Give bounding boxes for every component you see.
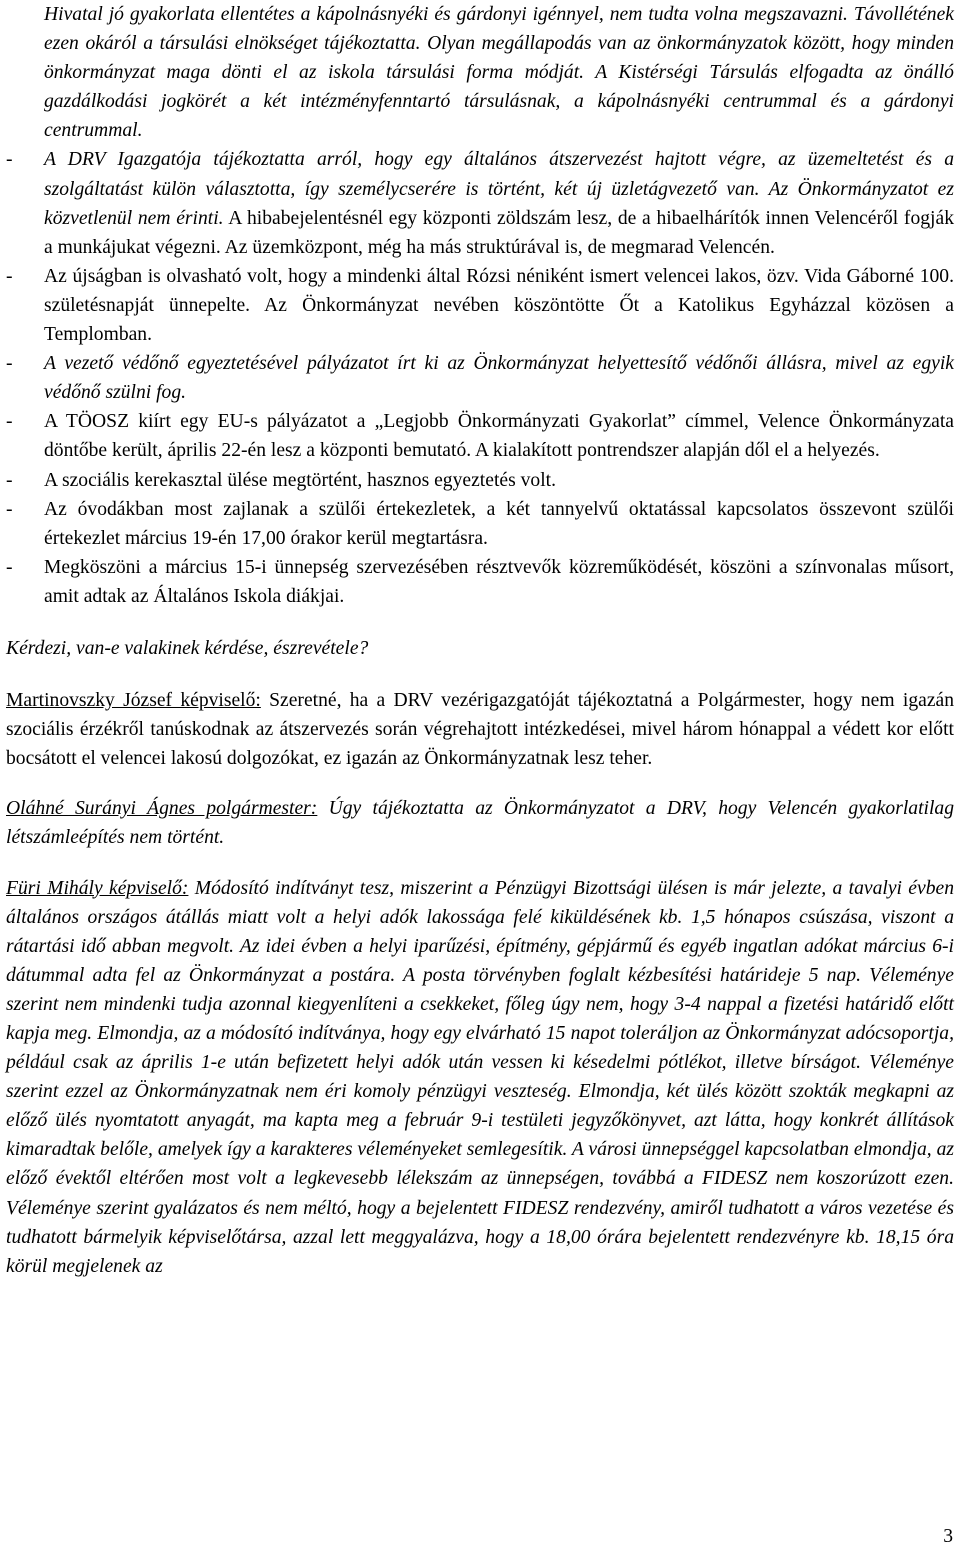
question-line: Kérdezi, van-e valakinek kérdése, észrevétele? bbox=[6, 637, 369, 659]
speech-text: Szeretné, ha a DRV vezérigazgatóját tájékoztatná a Polgármester, hogy nem igazán szociális érzékről tanúskodnak az átszervezés során végrehajtott intézkedései, mivel három hónappal a védett kor előtt bocsátott el velencei lakosú dolgozókat, ez igazán az Önkormányzatnak lesz teher. bbox=[6, 690, 955, 770]
list-item-text: A hibabejelentésnél egy központi zöldszám lesz, de a hibaelhárítók innen Velencéről fogják a munkájukat végezni. Az üzemközpont, még ha más struktúrával is, de megmarad Velencén. bbox=[44, 207, 954, 258]
list-item-text: A TÖOSZ kiírt egy EU-s pályázatot a „Legjobb Önkormányzati Gyakorlat” címmel, Velence Önkormányzata döntőbe került, április 22-én lesz a központi bemutató. bbox=[44, 411, 954, 462]
speech-text: Módosító indítványt tesz, miszerint a Pénzügyi Bizottsági ülésen is már jelezte, a tavalyi évben általános országos átállás miatt volt a helyi adók lakossága felé kiküldésének kb. 1,5 hónapos csúszása, viszont a rátartási idő abban megvolt. Az idei évben a helyi iparűzési, építmény, gépjármű és egyéb ingatlan adókat március 6-i dátummal adta fel az Önkormányzat a postára. A posta törvényben foglalt kézbesítési határideje 5 nap. Véleménye szerint nem mindenki tudja azonnal kiegyenlíteni a csekkeket, főleg úgy nem, hogy 3-4 nappal a fizetési határidő előtt kapja meg. Elmondja, az a módosító indítványa, hogy egy elvárható 15 napot toleráljon az Önkormányzat adócsoportja, például csak az április 1-e után befizetett helyi adók után vessen ki késedelmi pótlékot, illetve bírságot. Véleménye szerint ezzel az Önkormányzatnak nem éri komoly pénzügyi veszteség. Elmondja, két ülés között szokták megkapni az előző ülés nyomtatott anyagát, ma kapta meg a február 9-i testületi jegyzőkönyvet, azt látta, hogy konkrét állítások kimaradtak belőle, amelyek így a karakteres véleményeket semlegesítik. A városi ünnepséggel kapcsolatban elmondja, az előző évektől eltérően most volt a legkevesebb lélekszám az ünnepségen, továbbá a FIDESZ nem koszorúzott ezen. Véleménye szerint gyalázatos és nem méltó, hogy a bejelentett FIDESZ rendezvény, amiről tudhatott a város vezetése és tudhatott bármelyik képviselőtársa, azzal lett meggyalázva, hogy a 18,00 órára bejelentett rendezvényre kb. 18,15 óra körül megjelenek az bbox=[6, 877, 954, 1277]
list-dash: - bbox=[6, 265, 13, 287]
list-item bbox=[6, 349, 954, 407]
list-dash: - bbox=[6, 469, 13, 491]
list-item bbox=[6, 145, 954, 261]
speaker-name: Füri Mihály képviselő: bbox=[6, 877, 189, 899]
speech-furi bbox=[6, 874, 954, 1281]
announcement-list bbox=[6, 145, 954, 611]
list-dash: - bbox=[6, 149, 13, 171]
intro-sentence-2: A Kistérségi Társulás elfogadta az önálló gazdálkodási jogkörét a két intézményfenntartó társulásnak, a kápolnásnyéki centrummal és a gárdonyi centrummal. bbox=[44, 62, 954, 142]
list-item-text: A vezető védőnő egyeztetésével pályázatot írt ki az Önkormányzat helyettesítő védőnői állásra, mivel az egyik védőnő szülni fog. bbox=[44, 353, 954, 404]
speech-text: Úgy tájékoztatta az Önkormányzatot a DRV, hogy Velencén gyakorlatilag létszámleépítés nem történt. bbox=[6, 798, 955, 849]
speaker-name: Martinovszky József képviselő: bbox=[6, 690, 261, 712]
list-item-text: Megköszöni a március 15-i ünnepség szervezésében résztvevők közreműködését, köszöni a színvonalas műsort, amit adtak az Általános Iskola diákjai. bbox=[44, 556, 954, 607]
list-item bbox=[6, 466, 954, 495]
page-number: 3 bbox=[943, 1526, 953, 1547]
list-item bbox=[6, 407, 954, 465]
list-item bbox=[6, 495, 954, 553]
list-item-text: A DRV Igazgatója tájékoztatta arról, hogy egy általános átszervezést hajtott végre, az üzemeltetést és a szolgáltatást külön választotta, így személycserére is történt, két új üzletágvezető van. bbox=[44, 149, 954, 200]
list-item-text: A szociális kerekasztal ülése megtörtént, hasznos egyeztetés volt. bbox=[44, 469, 556, 491]
list-item bbox=[6, 553, 954, 611]
list-item-text: Az Önkormányzatot ez közvetlenül nem érinti. bbox=[44, 178, 955, 229]
list-item bbox=[6, 262, 954, 349]
intro-sentence-1: Hivatal jó gyakorlata ellentétes a kápolnásnyéki és gárdonyi igénnyel, nem tudta volna megszavazni. Távollétének ezen okáról a társulási elnökséget tájékoztatta. Olyan megállapodás van az önkormányzatok között, hogy minden önkormányzat maga dönti el az iskola társulási forma módját. bbox=[44, 4, 954, 84]
speaker-name: Oláhné Surányi Ágnes polgármester: bbox=[6, 798, 318, 820]
list-dash: - bbox=[6, 556, 13, 578]
speech-olahne bbox=[6, 794, 954, 852]
list-dash: - bbox=[6, 411, 13, 433]
list-dash: - bbox=[6, 353, 13, 375]
speech-martinovszky bbox=[6, 686, 954, 773]
list-item-text: Az óvodákban most zajlanak a szülői értekezletek, a két tannyelvű oktatással kapcsolatos összevont szülői értekezlet március 19-én 17,00 órakor kerül megtartásra. bbox=[44, 498, 954, 549]
list-dash: - bbox=[6, 498, 13, 520]
intro-paragraph bbox=[44, 0, 954, 145]
list-item-text: A kialakított pontrendszer alapján dől el a helyezés. bbox=[471, 440, 880, 462]
list-item-text: Az Önkormányzat nevében köszöntötte Őt a Katolikus Egyházzal közösen a Templomban. bbox=[44, 294, 954, 346]
list-item-text: Az újságban is olvasható volt, hogy a mindenki által Rózsi néniként ismert velencei lakos, özv. Vida Gáborné 100. születésnapját ünnepelte. bbox=[44, 265, 954, 316]
